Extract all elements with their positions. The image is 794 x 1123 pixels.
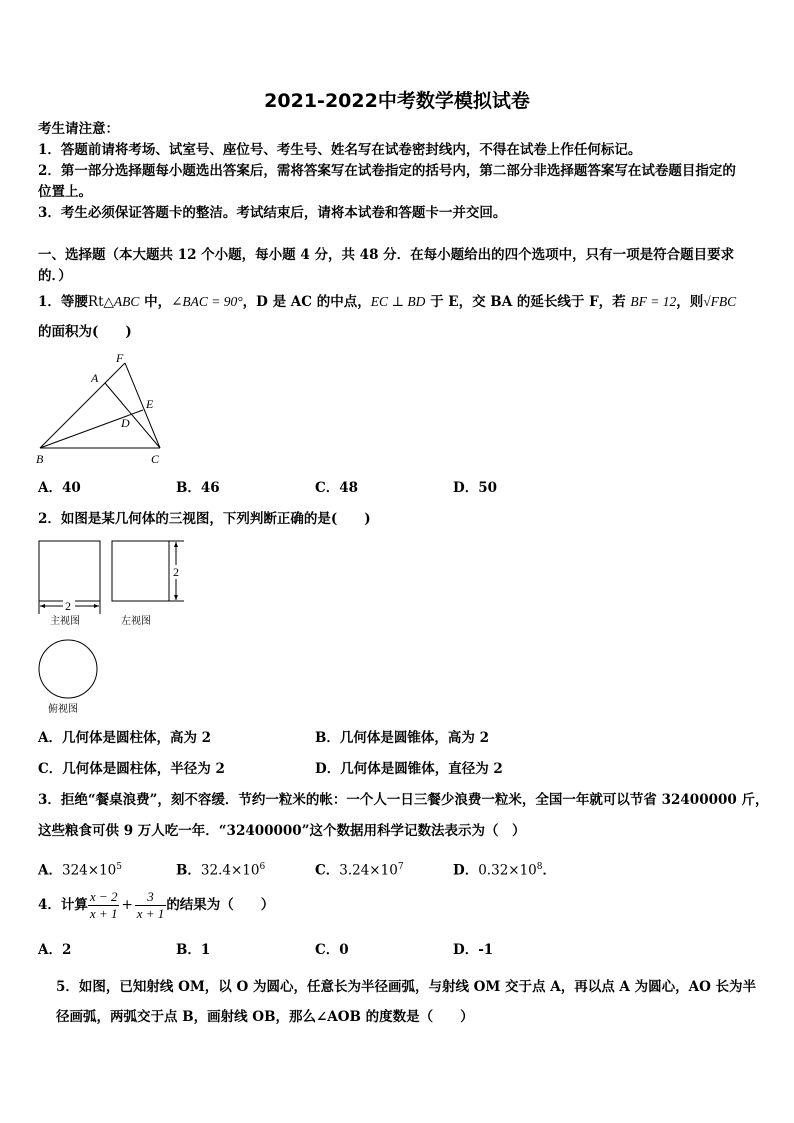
- q2-option-d: D．几何体是圆锥体，直径为 2: [315, 761, 503, 777]
- q4-prefix: 4．计算: [38, 897, 88, 913]
- q3-option-c: [315, 857, 404, 882]
- q3-option-b: [176, 857, 265, 882]
- label-E: E: [146, 397, 154, 411]
- label-D: D: [121, 416, 130, 430]
- q2-top-view-figure: [34, 636, 104, 716]
- q4-suffix: 的结果为（ ）: [166, 897, 275, 913]
- q1-stem-cont: 的面积为( ): [38, 324, 132, 340]
- label-A: A: [91, 371, 99, 385]
- q1-stem-part: 1．等腰: [38, 294, 88, 310]
- q1-stem-part: ，则: [676, 294, 704, 310]
- option-base: 0.32×10: [478, 862, 537, 879]
- notice-item-3: 3．考生必须保证答题卡的整洁。考试结束后，请将本试卷和答题卡一并交回。: [38, 205, 507, 221]
- arrow-head: [174, 595, 178, 600]
- caption-side-view: 左视图: [121, 616, 151, 627]
- notice-item-2: 2．第一部分选择题每小题选出答案后，需将答案写在试卷指定的括号内，第二部分非选择题答案写在试卷题目指定的: [38, 163, 736, 179]
- caption-top-view: 俯视图: [48, 704, 78, 715]
- option-tail: ．: [542, 862, 557, 879]
- q1-option-a: A．40: [38, 480, 81, 496]
- line-AC: [105, 383, 160, 448]
- arrow-head: [94, 604, 99, 608]
- option-label: A．: [38, 862, 62, 879]
- option-base: 324×10: [61, 862, 117, 879]
- q1-rt: Rt△: [87, 294, 114, 310]
- q1-stem-part: 中，: [139, 294, 172, 310]
- q3-stem: 3．拒绝“餐桌浪费”，刻不容缓．节约一粒米的帐：一个人一日三餐少浪费一粒米，全国一年就可以节省 32400000 斤，: [38, 792, 769, 808]
- q1-option-d: D．50: [453, 480, 497, 496]
- side-view-square: [112, 541, 169, 601]
- option-exp: 6: [259, 862, 266, 872]
- option-exp: 5: [116, 862, 122, 872]
- q1-bf: BF = 12: [630, 294, 677, 309]
- q4-fraction-2: [135, 889, 167, 922]
- q1-stem-part: ，D 是 AC 的中点，: [242, 294, 371, 310]
- option-exp: 7: [397, 862, 404, 872]
- q1-abc: ABC: [113, 294, 140, 309]
- q5-stem: 5．如图，已知射线 OM，以 O 为圆心，任意长为半径画弧，与射线 OM 交于点 A，再以点 A 为圆心，AO 长为半: [56, 979, 757, 995]
- q2-three-views-figure: [34, 538, 194, 630]
- notice-item-2-cont: 位置上。: [38, 184, 92, 200]
- q3-stem-cont: 这些粮食可供 9 万人吃一年．“32400000”这个数据用科学记数法表示为（ ）: [38, 823, 526, 839]
- q2-stem: 2．如图是某几何体的三视图，下列判断正确的是( ): [38, 511, 371, 527]
- label-B: B: [36, 452, 44, 466]
- fraction-denominator: x + 1: [89, 906, 118, 921]
- q1-angle: ∠BAC = 90°: [171, 294, 243, 309]
- notice-heading: 考生请注意：: [38, 121, 119, 137]
- front-view-square: [39, 541, 100, 601]
- line-FC: [125, 363, 160, 448]
- q4-option-d: D．-1: [453, 942, 494, 958]
- q3-option-d: [453, 857, 556, 882]
- q1-triangle-figure: [30, 348, 180, 470]
- q4-option-a: A．2: [38, 942, 72, 958]
- option-label: C．: [315, 862, 340, 879]
- q1-perp: EC ⊥ BD: [370, 294, 426, 309]
- option-base: 3.24×10: [339, 862, 398, 879]
- q2-option-b: B．几何体是圆锥体，高为 2: [315, 730, 490, 746]
- top-view-circle: [39, 640, 97, 698]
- q2-option-a: A．几何体是圆柱体，高为 2: [38, 730, 212, 746]
- arrow-head: [40, 604, 45, 608]
- fraction-numerator: 3: [135, 889, 167, 906]
- page-title: 2021-2022中考数学模拟试卷: [264, 90, 530, 112]
- q4-stem: [38, 888, 274, 922]
- q4-plus: +: [121, 897, 133, 913]
- fraction-numerator: x − 2: [89, 889, 118, 904]
- arrow-head: [174, 542, 178, 547]
- line-BF: [40, 363, 125, 448]
- option-label: D．: [453, 862, 479, 879]
- option-base: 32.4×10: [200, 862, 260, 879]
- q3-option-a: [38, 857, 122, 882]
- q1-stem-part: 于 E，交 BA 的延长线于 F，若: [425, 294, 631, 310]
- label-C: C: [151, 452, 160, 466]
- q1-option-c: C．48: [315, 480, 359, 496]
- q1-option-b: B．46: [176, 480, 220, 496]
- section-heading: 一、选择题（本大题共 12 个小题，每小题 4 分，共 48 分．在每小题给出的四个选项中，只有一项是符合题目要求: [38, 247, 735, 263]
- q4-option-c: C．0: [315, 942, 349, 958]
- label-F: F: [116, 351, 124, 365]
- fraction-denominator: x + 1: [136, 906, 165, 921]
- option-label: B．: [176, 862, 201, 879]
- caption-front-view: 主视图: [50, 616, 80, 627]
- q5-stem-cont: 径画弧，两弧交于点 B，画射线 OB，那么∠AOB 的度数是（ ）: [56, 1009, 474, 1025]
- q1-fbc: √FBC: [703, 294, 737, 309]
- dim-front-label: 2: [65, 599, 71, 613]
- notice-item-1: 1．答题前请将考场、试室号、座位号、考生号、姓名写在试卷密封线内，不得在试卷上作任何标记。: [38, 142, 642, 158]
- q4-option-b: B．1: [176, 942, 211, 958]
- q2-option-c: C．几何体是圆柱体，半径为 2: [38, 761, 225, 777]
- q1-stem: [38, 291, 736, 313]
- section-heading-cont: 的．）: [38, 268, 72, 284]
- dim-side-label: 2: [173, 565, 179, 579]
- option-exp: 8: [536, 862, 543, 872]
- q4-fraction-1: [88, 889, 120, 922]
